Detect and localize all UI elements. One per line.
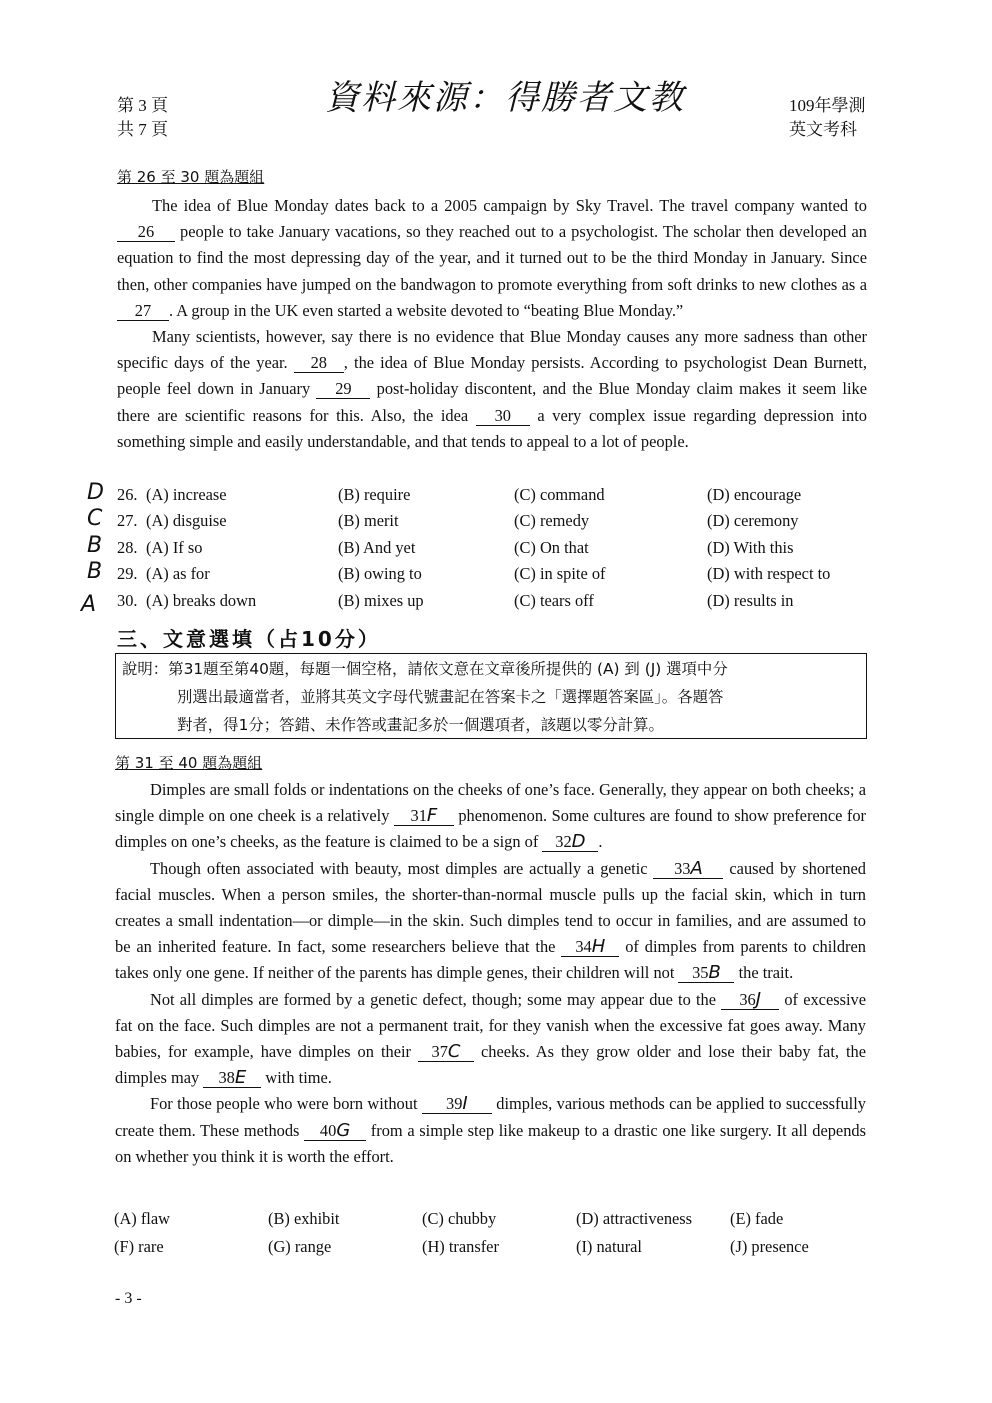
question-28: B 28. (A) If so (B) And yet (C) On that (D) With this xyxy=(117,535,877,561)
handwritten-answer: A xyxy=(690,857,703,879)
handwritten-answer: H xyxy=(591,936,606,958)
paragraph: Dimples are small folds or indentations on the cheeks of one’s face. Generally, they appear on both cheeks; a single dimple on one cheek is a relatively 31F phenomenon. Some cultures are found to show preference for dimples on one’s cheeks, as the feature is claimed to be a sign of 32D . xyxy=(115,780,867,853)
option-a: (A) disguise xyxy=(146,511,227,530)
word-option: (F) rare xyxy=(114,1237,164,1256)
paragraph: Though often associated with beauty, most dimples are actually a genetic 33A caused by shortened facial muscles. When a person smiles, the shorter-than-normal muscle pulls up the facial skin, which in turn creates a small indentation—or dimple—in the skin. Such dimples tend to occur in families, and are assumed to be an inherited feature. In fact, some researchers believe that the 34H of dimples from parents to children takes only one gene. If neither of the parents has dimple genes, their children will not 35B the trait. xyxy=(115,857,866,984)
option-b: (B) mixes up xyxy=(338,591,424,610)
paragraph: Many scientists, however, say there is no evidence that Blue Monday causes any more sadness than other specific days of the year. 28 , the idea of Blue Monday persists. According to psychologist Dean Burnett, people feel down in January 29 post-holiday discontent, and the Blue Monday claim makes it seem like there are scientific reasons for this. Also, the idea 30 a very complex issue regarding depression into something simple and easily understandable, and that tends to appeal to a lot of people. xyxy=(117,327,868,451)
blank-30: 30 xyxy=(476,407,530,426)
instructions-line: 別選出最適當者，並將其英文字母代號畫記在答案卡之「選擇題答案區」。各題答 xyxy=(177,688,724,706)
word-option: (I) natural xyxy=(576,1237,642,1256)
paragraph: Not all dimples are formed by a genetic defect, though; some may appear due to the 36J of excessive fat on the face. Such dimples are not a permanent trait, for they vanish when the excessive fat goes away. Many babies, for example, have dimples on their 37C cheeks. As they grow older and lose their baby fat, the dimples may 38E with time. xyxy=(115,988,866,1089)
word-option: (G) range xyxy=(268,1237,332,1256)
exam-subject: 英文考科 xyxy=(789,120,857,139)
handwritten-answer: I xyxy=(462,1093,468,1115)
option-a: (A) as for xyxy=(146,564,210,583)
total-pages-label: 共 7 頁 xyxy=(117,120,168,139)
option-d: (D) With this xyxy=(707,538,794,557)
blank-26: 26 xyxy=(117,223,175,242)
blank-36: 36J xyxy=(721,991,779,1010)
option-d: (D) results in xyxy=(707,591,794,610)
option-c: (C) command xyxy=(514,485,605,504)
blank-37: 37C xyxy=(418,1043,474,1062)
instructions-line: 對者，得1分；答錯、未作答或畫記多於一個選項者，該題以零分計算。 xyxy=(177,716,664,734)
word-option: (J) presence xyxy=(730,1237,809,1256)
option-c: (C) in spite of xyxy=(514,564,606,583)
group-title-31-40: 第 31 至 40 題為題組 xyxy=(115,754,263,772)
word-option: (C) chubby xyxy=(422,1209,497,1228)
option-a: (A) increase xyxy=(146,485,227,504)
question-30: A 30. (A) breaks down (B) mixes up (C) tears off (D) results in xyxy=(117,588,877,614)
blank-28: 28 xyxy=(294,354,344,373)
handwritten-answer: B xyxy=(708,962,721,984)
option-c: (C) tears off xyxy=(514,591,594,610)
option-a: (A) breaks down xyxy=(146,591,257,610)
word-option: (D) attractiveness xyxy=(576,1209,693,1228)
instructions-box xyxy=(115,653,867,739)
question-27: C 27. (A) disguise (B) merit (C) remedy (D) ceremony xyxy=(117,508,877,534)
blank-39: 39I xyxy=(422,1095,492,1114)
word-option: (A) flaw xyxy=(114,1209,170,1228)
passage-blue-monday xyxy=(117,193,867,455)
handwritten-answer: D xyxy=(571,831,586,853)
handwritten-answer: F xyxy=(426,805,438,827)
handwritten-answer: E xyxy=(234,1067,247,1089)
option-b: (B) merit xyxy=(338,511,399,530)
instructions-line: 說明：第31題至第40題，每題一個空格，請依文意在文章後所提供的 (A) 到 (J) 選項中分 xyxy=(122,660,728,678)
handwritten-answer: C xyxy=(447,1041,461,1063)
paragraph: For those people who were born without 39I dimples, various methods can be applied to successfully create them. These methods 40G from a simple step like makeup to a drastic one like surgery. It all depends on whether you think it is worth the effort. xyxy=(115,1093,866,1166)
blank-29: 29 xyxy=(316,380,370,399)
option-c: (C) On that xyxy=(514,538,589,557)
option-b: (B) And yet xyxy=(338,538,416,557)
handwritten-answer: G xyxy=(336,1119,351,1141)
blank-31: 31F xyxy=(394,807,454,826)
option-d: (D) with respect to xyxy=(707,564,831,583)
word-option: (H) transfer xyxy=(422,1237,499,1256)
option-c: (C) remedy xyxy=(514,511,590,530)
handwritten-source-note: 資料來源：得勝者文教 xyxy=(325,78,685,118)
question-26: D 26. (A) increase (B) require (C) command (D) encourage xyxy=(117,482,877,508)
paragraph: The idea of Blue Monday dates back to a 2005 campaign by Sky Travel. The travel company wanted to 26 people to take January vacations, so they reached out to a psychologist. The scholar then developed an equation to find the most depressing day of the year, and it turned out to be the third Monday in January. Since then, other companies have jumped on the bandwagon to promote everything from soft drinks to new clothes as a 27 . A group in the UK even started a website devoted to “beating Blue Monday.” xyxy=(117,196,867,320)
option-b: (B) require xyxy=(338,485,411,504)
section-title: 三、文意選填（占10分） xyxy=(117,627,381,651)
option-b: (B) owing to xyxy=(338,564,422,583)
group-title-26-30: 第 26 至 30 題為題組 xyxy=(117,168,265,186)
blank-34: 34H xyxy=(561,938,619,957)
handwritten-answer: B xyxy=(87,559,103,584)
page-label: 第 3 頁 xyxy=(117,96,168,115)
blank-35: 35B xyxy=(678,964,734,983)
handwritten-answer: D xyxy=(87,480,104,505)
word-bank-row xyxy=(114,1209,874,1235)
passage-dimples xyxy=(115,777,866,1170)
blank-27: 27 xyxy=(117,302,169,321)
option-d: (D) ceremony xyxy=(707,511,799,530)
option-d: (D) encourage xyxy=(707,485,802,504)
exam-year: 109年學測 xyxy=(789,96,866,115)
handwritten-answer: J xyxy=(755,988,762,1010)
word-bank-row xyxy=(114,1237,874,1263)
blank-33: 33A xyxy=(653,860,723,879)
word-option: (E) fade xyxy=(730,1209,784,1228)
handwritten-answer: A xyxy=(81,592,97,617)
blank-40: 40G xyxy=(304,1122,366,1141)
handwritten-answer: B xyxy=(87,533,103,558)
option-a: (A) If so xyxy=(146,538,203,557)
question-29: B 29. (A) as for (B) owing to (C) in spite of (D) with respect to xyxy=(117,561,877,587)
page-number: - 3 - xyxy=(115,1290,142,1307)
blank-38: 38E xyxy=(203,1069,261,1088)
word-option: (B) exhibit xyxy=(268,1209,340,1228)
blank-32: 32D xyxy=(542,833,598,852)
handwritten-answer: C xyxy=(87,506,103,531)
